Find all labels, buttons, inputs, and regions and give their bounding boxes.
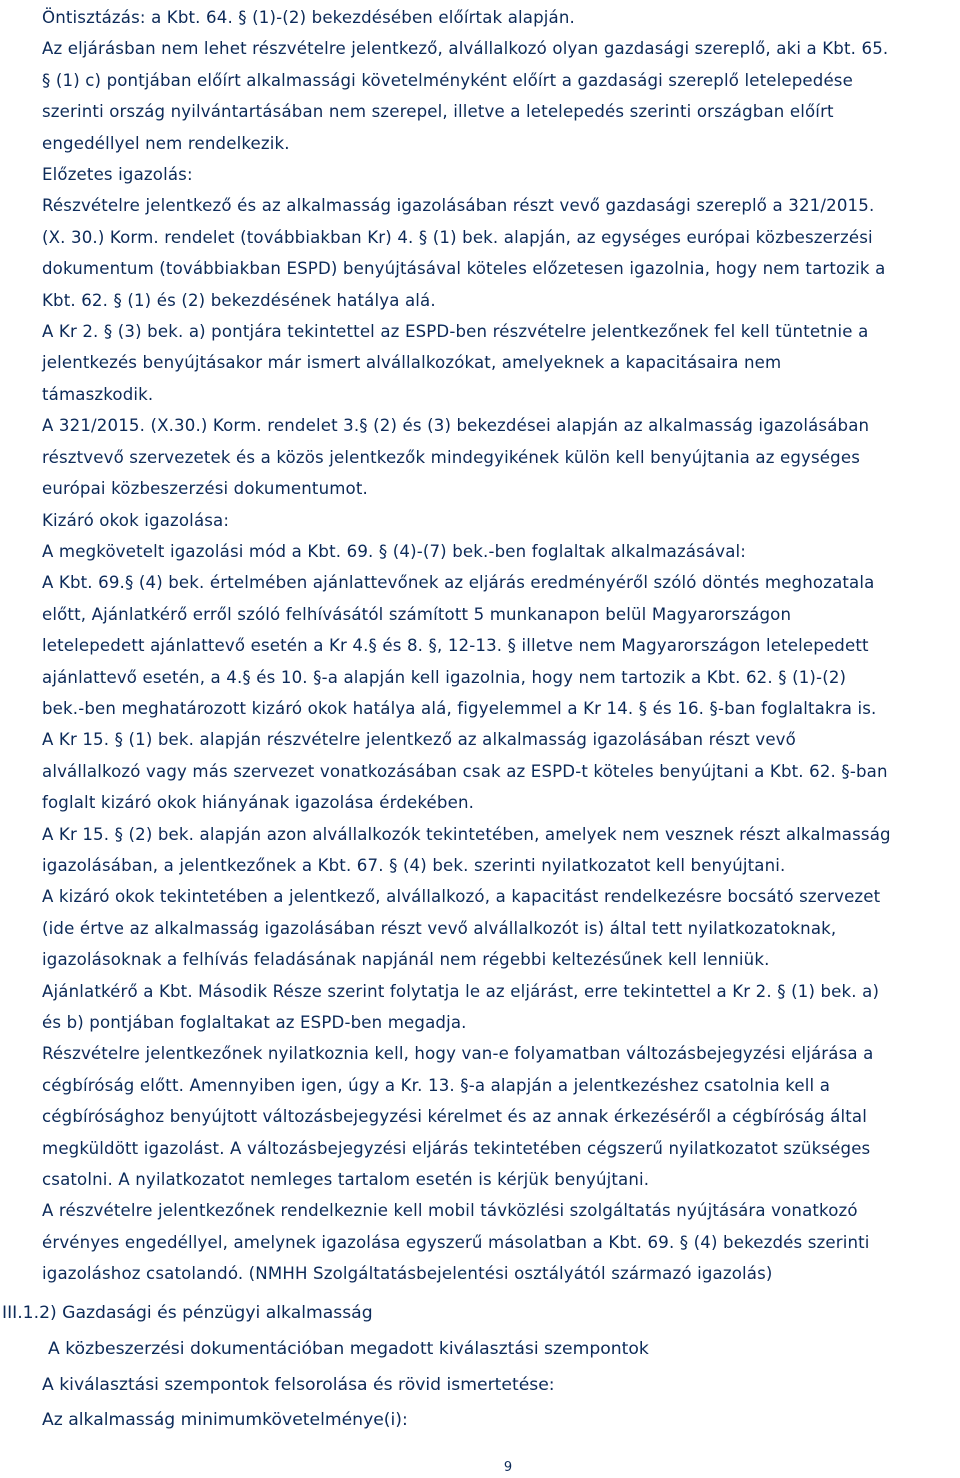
page-number: 9	[503, 1460, 513, 1475]
criteria-list-line: A kiválasztási szempontok felsorolása és rövid ismertetése:	[42, 1375, 555, 1395]
selection-criteria-line: A közbeszerzési dokumentációban megadott kiválasztási szempontok	[48, 1339, 649, 1359]
section-heading: III.1.2) Gazdasági és pénzügyi alkalmasság	[2, 1303, 373, 1323]
minimum-requirements-line: Az alkalmasság minimumkövetelménye(i):	[42, 1410, 408, 1430]
body-text: Öntisztázás: a Kbt. 64. § (1)-(2) bekezdésében előírtak alapján. Az eljárásban nem lehet részvételre jelentkező, alvállalkozó olyan gazdasági szereplő, aki a Kbt. 65. § (1) c) pontjában előírt alkalmassági követelményként előírt a gazdasági szereplő letelepedése szerinti ország nyilvántartásában nem szerepel, illetve a letelepedés szerinti országban előírt engedéllyel nem rendelkezik. Előzetes igazolás: Részvételre jelentkező és az alkalmasság igazolásában részt vevő gazdasági szereplő a 321/2015. (X. 30.) Korm. rendelet (továbbiakban Kr) 4. § (1) bek. alapján, az egységes európai közbeszerzési dokumentum (továbbiakban ESPD) benyújtásával köteles előzetesen igazolnia, hogy nem tartozik a Kbt. 62. § (1) és (2) bekezdésének hatálya alá. A Kr 2. § (3) bek. a) pontjára tekintettel az ESPD-ben részvételre jelentkezőnek fel kell tüntetnie a jelentkezés benyújtásakor már ismert alvállalkozókat, amelyeknek a kapacitásaira nem támaszkodik. A 321/2015. (X.30.) Korm. rendelet 3.§ (2) és (3) bekezdései alapján az alkalmasság igazolásában résztvevő szervezetek és a közös jelentkezők mindegyikének külön kell benyújtania az egységes európai közbeszerzési dokumentumot. Kizáró okok igazolása: A megkövetelt igazolási mód a Kbt. 69. § (4)-(7) bek.-ben foglaltak alkalmazásával: A Kbt. 69.§ (4) bek. értelmében ajánlattevőnek az eljárás eredményéről szóló döntés meghozatala előtt, Ajánlatkérő erről szóló felhívásától számított 5 munkanapon belül Magyarországon letelepedett ajánlattevő esetén a Kr 4.§ és 8. §, 12-13. § illetve nem Magyarországon letelepedett ajánlattevő esetén, a 4.§ és 10. §-a alapján kell igazolnia, hogy nem tartozik a Kbt. 62. § (1)-(2) bek.-ben meghatározott kizáró okok hatálya alá, figyelemmel a Kr 14. § és 16. §-ban foglaltakra is. A Kr 15. § (1) bek. alapján részvételre jelentkező az alkalmasság igazolásában részt vevő alvállalkozó vagy más szervezet vonatkozásában csak az ESPD-t köteles benyújtani a Kbt. 62. §-ban foglalt kizáró okok hiányának igazolása érdekében. A Kr 15. § (2) bek. alapján azon alvállalkozók tekintetében, amelyek nem vesznek részt alkalmasság igazolásában, a jelentkezőnek a Kbt. 67. § (4) bek. szerinti nyilatkozatot kell benyújtani. A kizáró okok tekintetében a jelentkező, alvállalkozó, a kapacitást rendelkezésre bocsátó szervezet (ide értve az alkalmasság igazolásában részt vevő alvállalkozót is) által tett nyilatkozatoknak, igazolásoknak a felhívás feladásának napjánál nem régebbi keltezésűnek kell lenniük. Ajánlatkérő a Kbt. Második Része szerint folytatja le az eljárást, erre tekintettel a Kr 2. § (1) bek. a) és b) pontjában foglaltakat az ESPD-ben megadja. Részvételre jelentkezőnek nyilatkoznia kell, hogy van-e folyamatban változásbejegyzési eljárása a cégbíróság előtt. Amennyiben igen, úgy a Kr. 13. §-a alapján a jelentkezéshez csatolnia kell a cégbírósághoz benyújtott változásbejegyzési kérelmet és az annak érkezéséről a cégbíróság által megküldött igazolást. A változásbejegyzési eljárás tekintetében cégszerű nyilatkozatot szükséges csatolni. A nyilatkozatot nemleges tartalom esetén is kérjük benyújtani. A részvételre jelentkezőnek rendelkeznie kell mobil távközlési szolgáltatás nyújtására vonatkozó érvényes engedéllyel, amelynek igazolása egyszerű másolatban a Kbt. 69. § (4) bekezdés szerinti igazoláshoz csatolandó. (NMHH Szolgáltatásbejelentési osztályától származó igazolás)	[42, 8, 891, 1284]
